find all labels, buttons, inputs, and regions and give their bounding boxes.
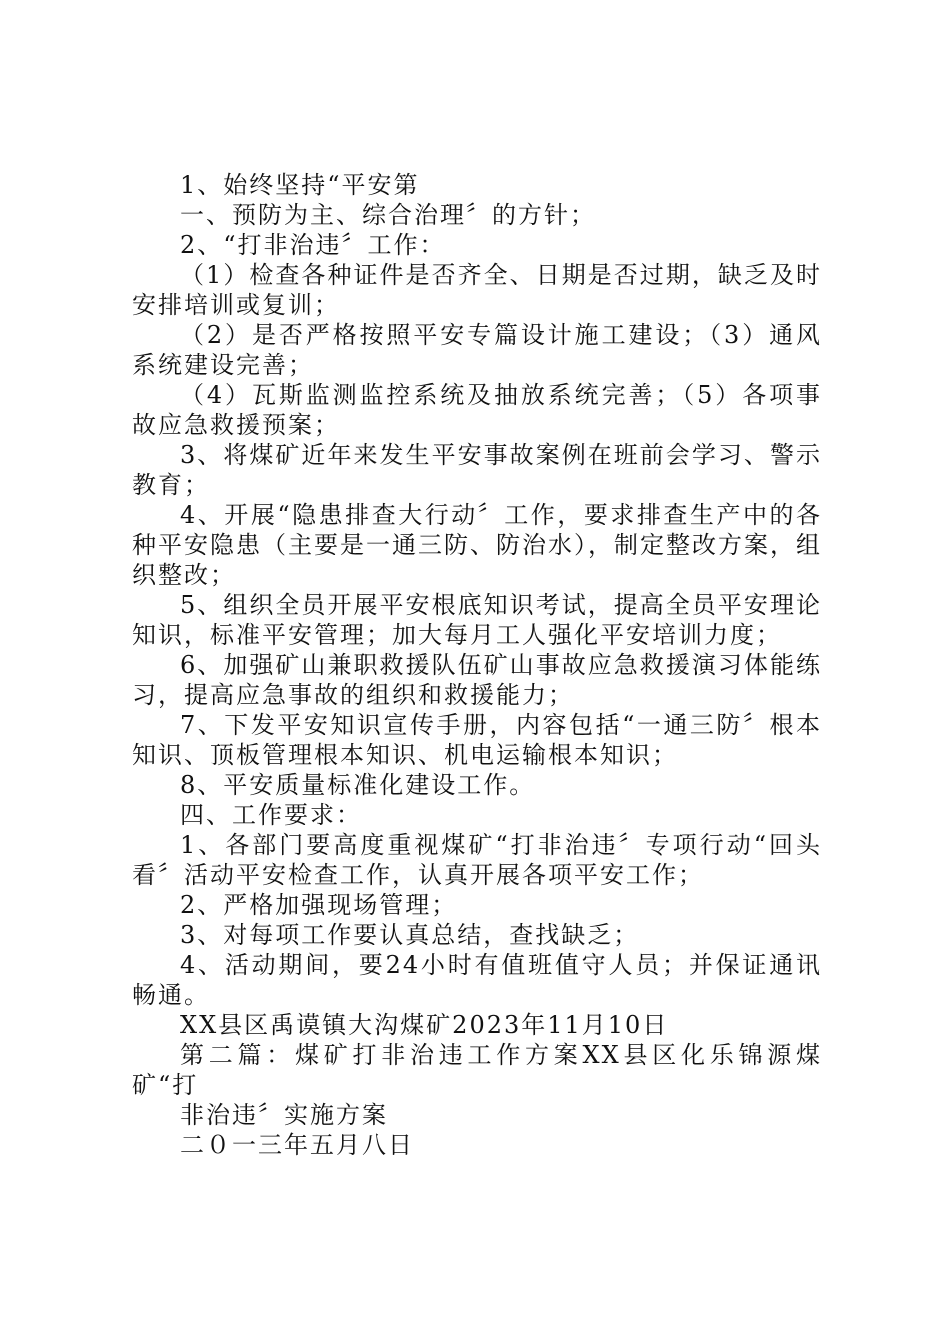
document-body — [132, 170, 822, 1160]
paragraph-12: 8、平安质量标准化建设工作。 — [180, 771, 536, 799]
paragraph-4: （1）检查各种证件是否齐全、日期是否过期，缺乏及时安排培训或复训； — [132, 261, 822, 319]
paragraph-11: 7、下发平安知识宣传手册，内容包括“一通三防〞根本知识、顶板管理根本知识、机电运输根本知识； — [132, 711, 822, 769]
section-heading-work-requirements: 四、工作要求： — [180, 801, 362, 829]
paragraph-1: 1、始终坚持“平安第 — [180, 171, 420, 199]
signature-line: XX县区禹谟镇大沟煤矿2023年11月10日 — [180, 1011, 669, 1039]
second-part-title: 第二篇：煤矿打非治违工作方案XX县区化乐锦源煤矿“打 — [132, 1041, 822, 1099]
paragraph-7: 3、将煤矿近年来发生平安事故案例在班前会学习、警示教育； — [132, 441, 822, 499]
paragraph-6: （4）瓦斯监测监控系统及抽放系统完善；（5）各项事故应急救援预案； — [132, 381, 822, 439]
paragraph-9: 5、组织全员开展平安根底知识考试，提高全员平安理论知识，标准平安管理；加大每月工人强化平安培训力度； — [132, 591, 822, 649]
second-part-subtitle: 非治违〞实施方案 — [180, 1101, 388, 1129]
paragraph-5: （2）是否严格按照平安专篇设计施工建设；（3）通风系统建设完善； — [132, 321, 822, 379]
paragraph-17: 4、活动期间，要24小时有值班值守人员；并保证通讯畅通。 — [132, 951, 822, 1009]
paragraph-16: 3、对每项工作要认真总结，查找缺乏； — [180, 921, 640, 949]
paragraph-15: 2、严格加强现场管理； — [180, 891, 458, 919]
paragraph-2: 一、预防为主、综合治理〞的方针； — [180, 201, 596, 229]
paragraph-8: 4、开展“隐患排查大行动〞工作，要求排查生产中的各种平安隐患（主要是一通三防、防治水），制定整改方案，组织整改； — [132, 501, 822, 589]
paragraph-3: 2、“打非治违〞工作： — [180, 231, 446, 259]
paragraph-14: 1、各部门要高度重视煤矿“打非治违〞专项行动“回头看〞活动平安检查工作，认真开展各项平安工作； — [132, 831, 822, 889]
paragraph-10: 6、加强矿山兼职救援队伍矿山事故应急救援演习体能练习，提高应急事故的组织和救援能力； — [132, 651, 822, 709]
document-date: 二０一三年五月八日 — [180, 1131, 414, 1159]
